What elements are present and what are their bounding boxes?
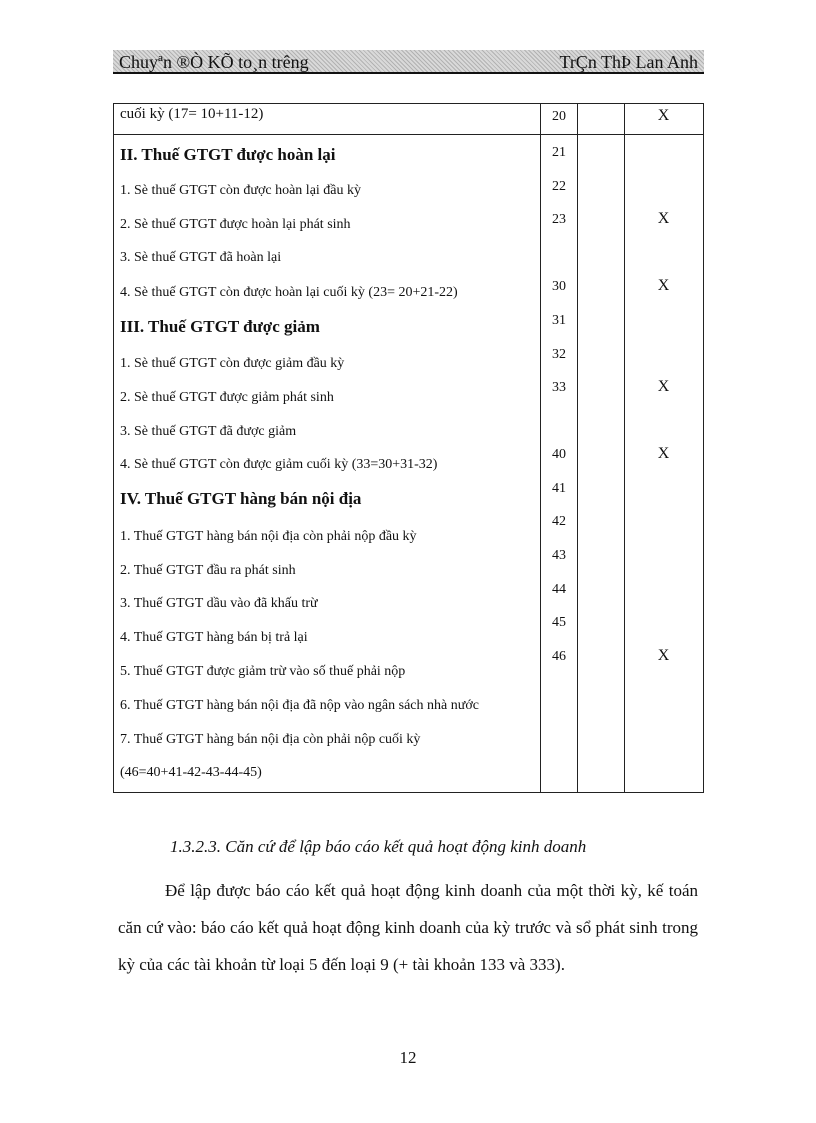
table-row-text: 1. Thuế GTGT hàng bán nội địa còn phải nộp đầu kỳ xyxy=(120,529,417,544)
page-number: 12 xyxy=(399,1048,417,1067)
table-row-text: 4. Thuế GTGT hàng bán bị trả lại xyxy=(120,630,308,645)
row-mark: X xyxy=(657,378,670,395)
table-column-divider xyxy=(577,103,578,793)
tax-table xyxy=(113,103,704,793)
page-header xyxy=(113,50,704,74)
section-title-reduction: III. Thuế GTGT được giảm xyxy=(120,317,320,336)
section-title-domestic: IV. Thuế GTGT hàng bán nội địa xyxy=(120,489,362,508)
row-mark: X xyxy=(657,445,670,462)
table-row-text: 4. Sè thuế GTGT còn được giảm cuối kỳ (33=30+31-32) xyxy=(120,457,438,472)
row-mark: X xyxy=(657,647,670,664)
table-row-text: 2. Sè thuế GTGT được hoàn lại phát sinh xyxy=(120,217,351,232)
row-mark: X xyxy=(657,277,670,294)
table-row-text: 1. Sè thuế GTGT còn được hoàn lại đầu kỳ xyxy=(120,183,362,198)
row-code: 22 xyxy=(552,179,566,194)
row-code: 20 xyxy=(552,109,566,124)
row-code: 33 xyxy=(552,380,566,395)
table-row-text: 3. Sè thuế GTGT đã hoàn lại xyxy=(120,250,282,265)
row-code: 21 xyxy=(552,145,566,160)
row-mark: X xyxy=(657,210,670,227)
table-row-text: 7. Thuế GTGT hàng bán nội địa còn phải nộp cuối kỳ xyxy=(120,732,421,747)
table-row-text: 1. Sè thuế GTGT còn được giảm đầu kỳ xyxy=(120,356,345,371)
row-code: 40 xyxy=(552,447,566,462)
table-row-divider xyxy=(113,134,704,135)
row-code: 44 xyxy=(552,582,566,597)
row-code: 46 xyxy=(552,649,566,664)
table-row-text: 6. Thuế GTGT hàng bán nội địa đã nộp vào ngân sách nhà nước xyxy=(120,698,479,713)
table-row-text: cuối kỳ (17= 10+11-12) xyxy=(120,106,264,122)
header-chapter-title: Chuyªn ®Ò KÕ to¸n trêng xyxy=(119,52,309,72)
row-code: 32 xyxy=(552,347,566,362)
row-code: 42 xyxy=(552,514,566,529)
table-row-text: (46=40+41-42-43-44-45) xyxy=(120,765,262,780)
table-row-text: 2. Sè thuế GTGT được giảm phát sinh xyxy=(120,390,334,405)
row-code: 45 xyxy=(552,615,566,630)
table-row-text: 2. Thuế GTGT đầu ra phát sinh xyxy=(120,563,296,578)
table-row-text: 3. Thuế GTGT dầu vào đã khấu trừ xyxy=(120,596,318,611)
table-row-text: 5. Thuế GTGT được giảm trừ vào số thuế phải nộp xyxy=(120,664,406,679)
row-code: 43 xyxy=(552,548,566,563)
row-code: 23 xyxy=(552,212,566,227)
header-author: TrÇn ThÞ Lan Anh xyxy=(559,52,698,72)
row-mark: X xyxy=(657,107,670,124)
table-row-text: 4. Sè thuế GTGT còn được hoàn lại cuối kỳ (23= 20+21-22) xyxy=(120,285,458,300)
row-code: 31 xyxy=(552,313,566,328)
section-title-refund: II. Thuế GTGT được hoàn lại xyxy=(120,145,336,164)
row-code: 30 xyxy=(552,279,566,294)
table-row-text: 3. Sè thuế GTGT đã được giảm xyxy=(120,424,297,439)
body-paragraph: Để lập được báo cáo kết quả hoạt động kinh doanh của một thời kỳ, kế toán căn cứ vào: báo cáo kết quả hoạt động kinh doanh của kỳ trước và sổ phát sinh trong kỳ của các tài khoản từ loại 5 đến loại 9 (+ tài khoản 133 và 333). xyxy=(118,881,698,974)
row-code: 41 xyxy=(552,481,566,496)
section-heading: 1.3.2.3. Căn cứ để lập báo cáo kết quả hoạt động kinh doanh xyxy=(170,837,587,856)
